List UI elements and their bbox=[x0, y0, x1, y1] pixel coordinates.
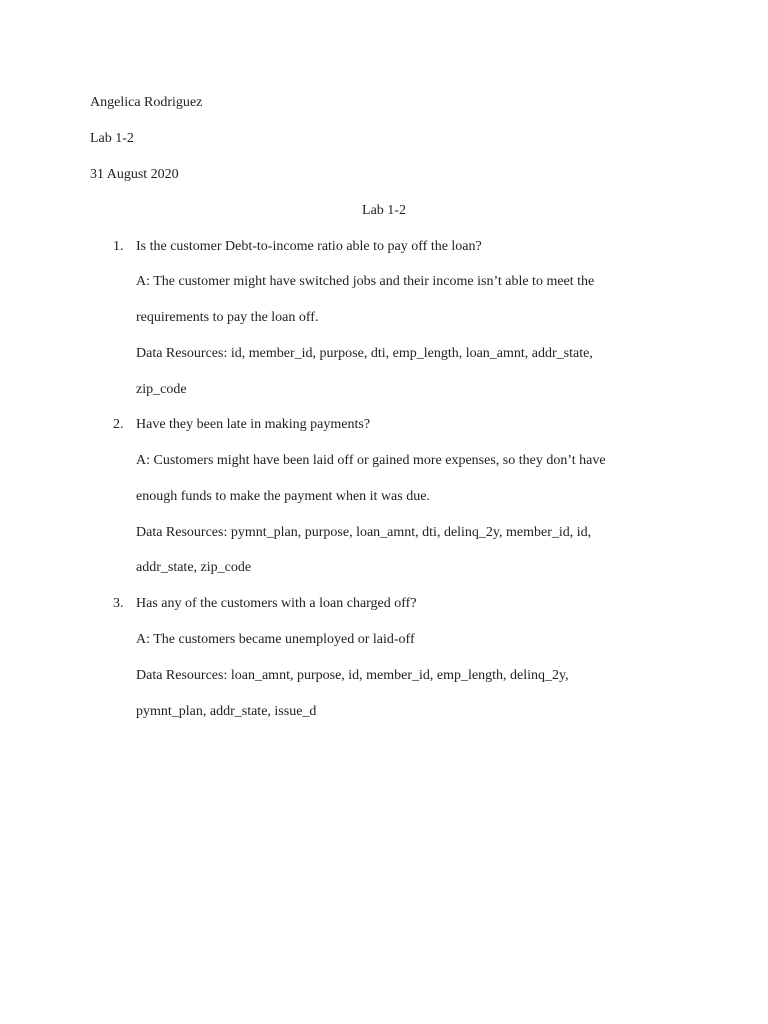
resources-line: Data Resources: pymnt_plan, purpose, loan_amnt, dti, delinq_2y, member_id, id, bbox=[136, 525, 592, 540]
answer-line: A: Customers might have been laid off or gained more expenses, so they don’t have bbox=[136, 453, 606, 468]
question-number: 2. bbox=[113, 417, 124, 432]
answer-line: requirements to pay the loan off. bbox=[136, 310, 319, 325]
author-name: Angelica Rodriguez bbox=[90, 95, 203, 110]
course-label: Lab 1-2 bbox=[90, 131, 134, 146]
question-text: Has any of the customers with a loan charged off? bbox=[136, 596, 417, 611]
resources-line: Data Resources: loan_amnt, purpose, id, member_id, emp_length, delinq_2y, bbox=[136, 668, 569, 683]
answer-line: A: The customer might have switched jobs and their income isn’t able to meet the bbox=[136, 274, 595, 289]
question-number: 3. bbox=[113, 596, 124, 611]
answer-line: A: The customers became unemployed or laid-off bbox=[136, 632, 415, 647]
resources-line: zip_code bbox=[136, 382, 187, 397]
resources-line: Data Resources: id, member_id, purpose, dti, emp_length, loan_amnt, addr_state, bbox=[136, 346, 593, 361]
answer-line: enough funds to make the payment when it was due. bbox=[136, 489, 430, 504]
question-number: 1. bbox=[113, 239, 124, 254]
document-title: Lab 1-2 bbox=[362, 203, 406, 218]
question-text: Have they been late in making payments? bbox=[136, 417, 371, 432]
document-date: 31 August 2020 bbox=[90, 167, 179, 182]
question-text: Is the customer Debt-to-income ratio able to pay off the loan? bbox=[136, 239, 482, 254]
resources-line: addr_state, zip_code bbox=[136, 560, 252, 575]
resources-line: pymnt_plan, addr_state, issue_d bbox=[136, 704, 317, 719]
